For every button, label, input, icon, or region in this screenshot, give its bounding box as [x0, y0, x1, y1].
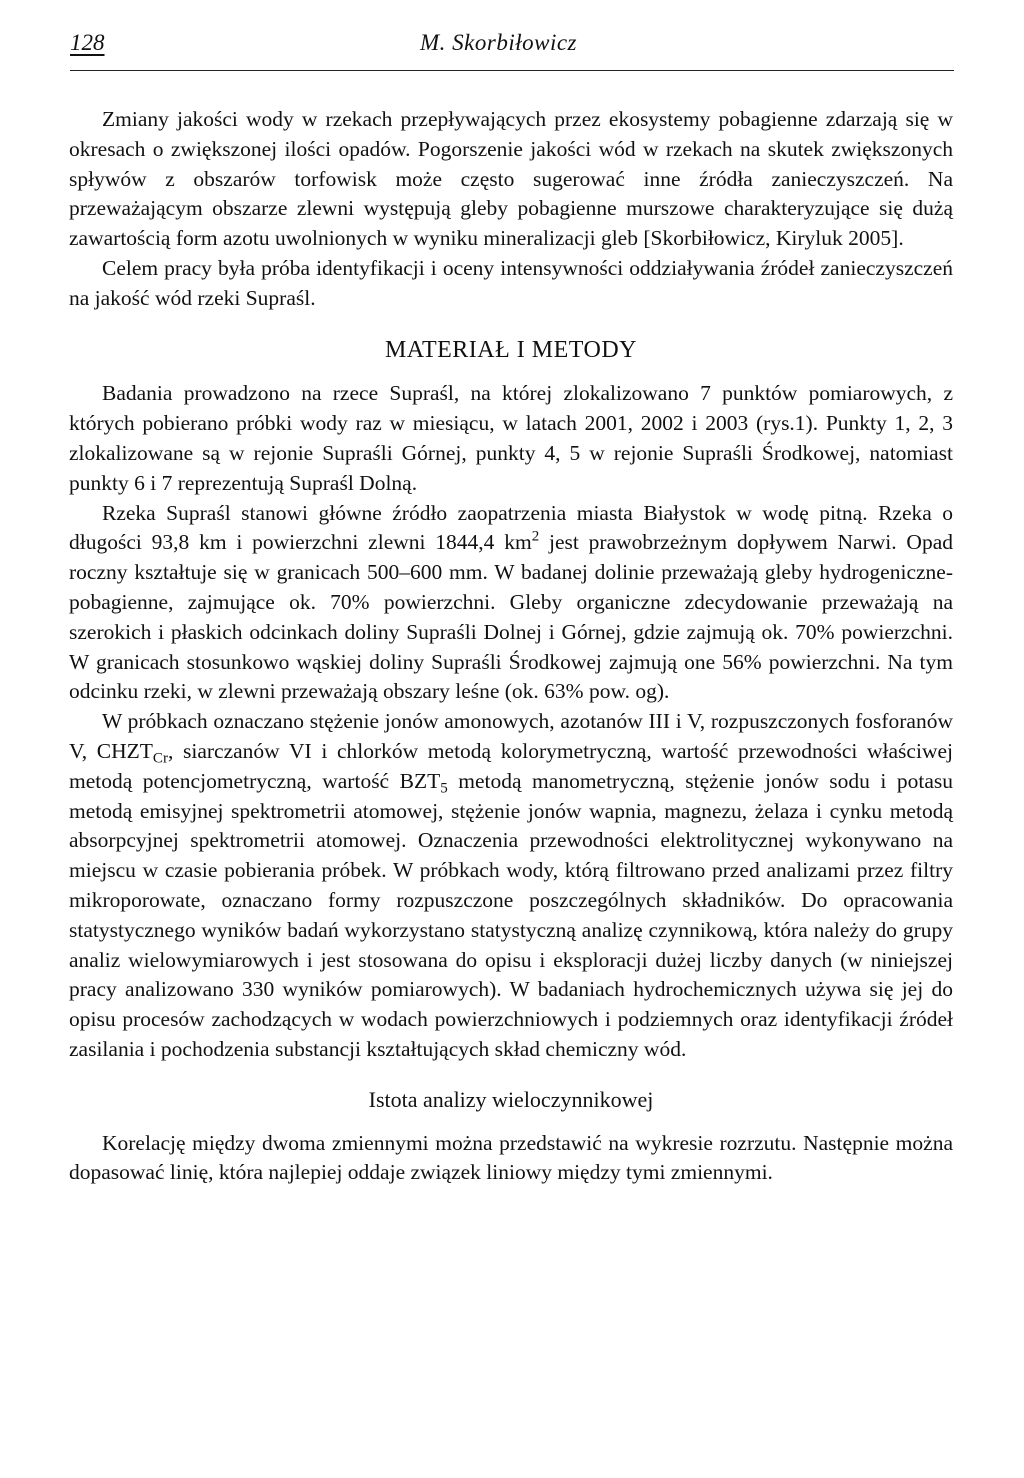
chzt-subscript: Cr	[152, 750, 168, 767]
km-squared-superscript: 2	[531, 529, 540, 546]
methods-paragraph-1: Badania prowadzono na rzece Supraśl, na której zlokalizowano 7 punktów pomiarowych, z których pobierano próbki wody raz w miesiącu, w latach 2001, 2002 i 2003 (rys.1). Punkty 1, 2, 3 zlokalizowane są w rejonie Supraśli Górnej, punkty 4, 5 w rejonie Supraśli Środkowej, natomiast punkty 6 i 7 reprezentują Supraśl Dolną.	[69, 381, 953, 495]
page-body	[69, 105, 953, 1188]
methods-p3-text-c: metodą manometryczną, stężenie jonów sodu i potasu metodą emisyjnej spektrometrii atomowej, stężenie jonów wapnia, magnezu, żelaza i cynku metodą absorpcyjnej spektrometrii atomowej. Oznaczenia przewodności elektrolitycznej wykonywano na miejscu w czasie pobierania próbek. W próbkach wody, którą filtrowano przed analizami przez filtry mikroporowate, oznaczano formy rozpuszczone poszczególnych składników. Do opracowania statystycznego wyników badań wykorzystano statystyczną analizę czynnikową, która należy do grupy analiz wielowymiarowych i jest stosowana do opisu i eksploracji dużej liczby danych (w niniejszej pracy analizowano 330 wyników pomiarowych). W badaniach hydrochemicznych używa się jej do opisu procesów zachodzących w wodach powierzchniowych i podziemnych oraz identyfikacji źródeł zasilania i pochodzenia substancji kształtujących skład chemiczny wód.	[69, 768, 953, 1061]
methods-paragraph-3	[69, 707, 953, 1065]
bzt-subscript: 5	[440, 780, 448, 797]
factor-analysis-paragraph-1: Korelację między dwoma zmiennymi można przedstawić na wykresie rozrzutu. Następnie można dopasować linię, która najlepiej oddaje związek liniowy między tymi zmiennymi.	[69, 1130, 953, 1185]
methods-p2-text-a: Rzeka Supraśl stanowi główne źródło zaopatrzenia miasta Białystok w wodę pitną. Rzeka o długości 93,8 km i powierzchni zlewni 1844,4 km	[69, 500, 953, 555]
subsection-heading-factor-analysis: Istota analizy wieloczynnikowej	[368, 1086, 654, 1112]
methods-p3-text-a: W próbkach oznaczano stężenie jonów amonowych, azotanów III i V, rozpuszczonych fosforanów V, CHZT	[69, 709, 953, 763]
intro-paragraph-1: Zmiany jakości wody w rzekach przepływających przez ekosystemy pobagienne zdarzają się w okresach o zwiększonej ilości opadów. Pogorszenie jakości wód w rzekach na skutek zwiększonych spływów z obszarów torfowisk może często sugerować inne źródła zanieczyszczeń. Na przeważającym obszarze zlewni występują gleby pobagienne murszowe charakteryzujące się dużą zawartością form azotu uwolnionych w wyniku mineralizacji gleb [Skorbiłowicz, Kiryluk 2005].	[69, 107, 953, 251]
running-head-author: M. Skorbiłowicz	[420, 30, 577, 55]
page-number: 128	[70, 30, 105, 55]
intro-paragraph-2: Celem pracy była próba identyfikacji i oceny intensywności oddziaływania źródeł zanieczyszczeń na jakość wód rzeki Supraśl.	[69, 255, 953, 310]
section-heading-methods: MATERIAŁ I METODY	[384, 336, 638, 363]
methods-paragraph-2	[69, 499, 953, 708]
methods-p3-text-b: , siarczanów VI i chlorków metodą kolorymetryczną, wartość przewodności właściwej metodą potencjometryczną, wartość BZT	[69, 738, 953, 793]
methods-p2-text-b: jest prawobrzeżnym dopływem Narwi. Opad roczny kształtuje się w granicach 500–600 mm. W badanej dolinie przeważają gleby hydrogeniczne-pobagienne, zajmujące ok. 70% powierzchni. Gleby organiczne zdecydowanie przeważają na szerokich i płaskich odcinkach doliny Supraśli Dolnej i Górnej, gdzie zajmują ok. 70% powierzchni. W granicach stosunkowo wąskiej doliny Supraśli Środkowej zajmują one 56% powierzchni. Na tym odcinku rzeki, w zlewni przeważają obszary leśne (ok. 63% pow. og).	[69, 530, 953, 704]
page-header	[70, 30, 954, 71]
